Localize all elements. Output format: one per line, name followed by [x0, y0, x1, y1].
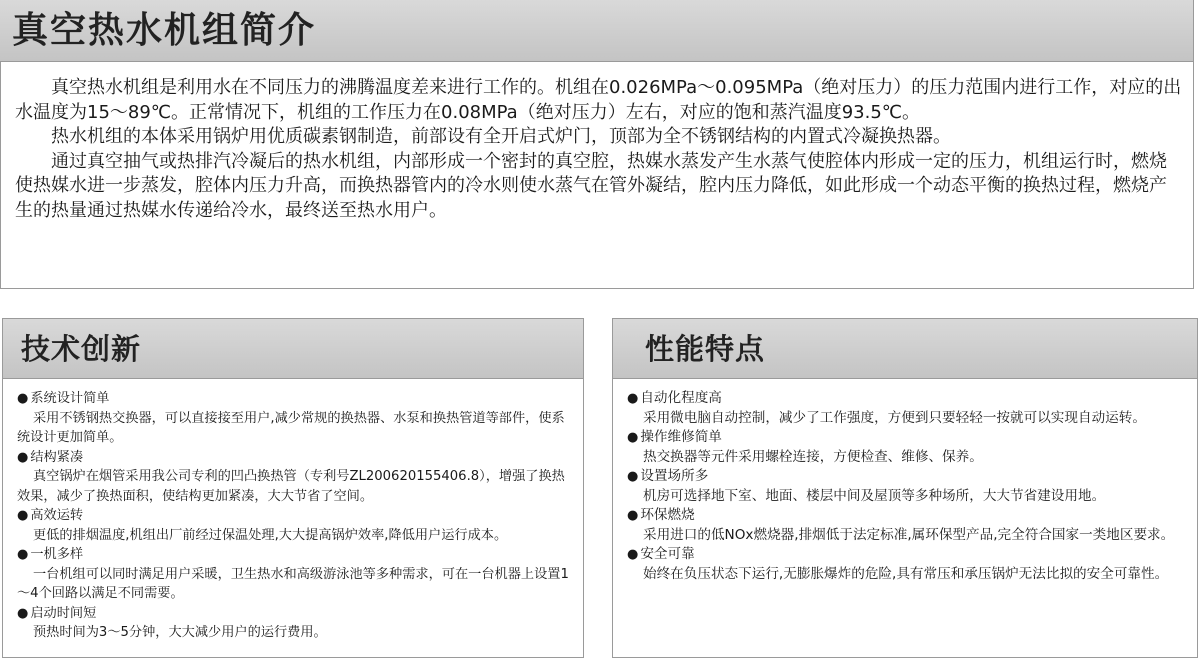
item-title: 启动时间短: [30, 605, 97, 621]
bullet-icon: ●: [17, 508, 29, 523]
item-description: 采用进口的低NOx燃烧器,排烟低于法定标准,属环保型产品,完全符合国家一类地区要求。: [643, 526, 1175, 543]
list-item: [17, 448, 573, 507]
tech-innovation-section: [2, 318, 584, 658]
list-item: [17, 545, 573, 604]
tech-innovation-list: [3, 379, 583, 657]
item-title: 设置场所多: [640, 468, 709, 484]
list-item: [627, 428, 1187, 467]
bullet-icon: ●: [627, 508, 639, 523]
bullet-icon: ●: [17, 391, 29, 406]
bullet-icon: ●: [17, 449, 29, 465]
list-item: [627, 389, 1187, 428]
bullet-icon: ●: [17, 605, 29, 621]
bullet-icon: ●: [627, 547, 639, 562]
item-title: 高效运转: [30, 508, 84, 523]
item-description: 真空锅炉在烟管采用我公司专利的凹凸换热管（专利号ZL200620155406.8），增强了换热效果，减少了换热面积，使结构更加紧凑，大大节省了空间。: [17, 469, 565, 504]
item-title: 环保燃烧: [640, 507, 695, 523]
item-title: 自动化程度高: [640, 390, 722, 406]
bullet-icon: ●: [627, 430, 639, 445]
list-item: [17, 506, 573, 545]
item-description: 始终在负压状态下运行,无膨胀爆炸的危险,具有常压和承压锅炉无法比拟的安全可靠性。: [643, 565, 1169, 582]
item-description: 预热时间为3～5分钟，大大减少用户的运行费用。: [33, 625, 327, 640]
list-item: [627, 545, 1187, 584]
item-title: 一机多样: [30, 547, 84, 562]
item-description: 机房可选择地下室、地面、楼层中间及屋顶等多种场所，大大节省建设用地。: [643, 487, 1106, 504]
list-item: [627, 467, 1187, 506]
item-title: 结构紧凑: [30, 449, 84, 465]
list-item: [627, 506, 1187, 545]
intro-title: 真空热水机组简介: [0, 0, 1194, 62]
item-description: 热交换器等元件采用螺栓连接，方便检查、维修、保养。: [643, 448, 983, 465]
bullet-icon: ●: [17, 547, 29, 562]
list-item: [17, 604, 573, 643]
tech-innovation-title: 技术创新: [3, 319, 583, 379]
intro-paragraph: 热水机组的本体采用锅炉用优质碳素钢制造，前部设有全开启式炉门，顶部为全不锈钢结构的内置式冷凝换热器。: [51, 126, 951, 147]
intro-body: [0, 62, 1194, 289]
item-title: 安全可靠: [640, 546, 695, 562]
bullet-icon: ●: [627, 391, 639, 406]
intro-paragraph: 真空热水机组是利用水在不同压力的沸腾温度差来进行工作的。机组在0.026MPa～0.095MPa（绝对压力）的压力范围内进行工作，对应的出水温度为15～89℃。正常情况下，机组的工作压力在0.08MPa（绝对压力）左右，对应的饱和蒸汽温度93.5℃。: [15, 77, 1182, 123]
item-description: 更低的排烟温度,机组出厂前经过保温处理,大大提高锅炉效率,降低用户运行成本。: [33, 527, 508, 543]
list-item: [17, 389, 573, 448]
item-title: 系统设计简单: [30, 391, 110, 406]
performance-section: [612, 318, 1198, 658]
item-description: 一台机组可以同时满足用户采暖，卫生热水和高级游泳池等多种需求，可在一台机器上设置1～4个回路以满足不同需要。: [17, 566, 569, 601]
intro-paragraph: 通过真空抽气或热排汽冷凝后的热水机组，内部形成一个密封的真空腔，热媒水蒸发产生水蒸气使腔体内形成一定的压力，机组运行时，燃烧使热媒水进一步蒸发，腔体内压力升高，而换热器管内的冷水则使水蒸气在管外凝结，腔内压力降低，如此形成一个动态平衡的换热过程，燃烧产生的热量通过热媒水传递给冷水，最终送至热水用户。: [15, 150, 1167, 221]
performance-list: [613, 379, 1197, 657]
item-title: 操作维修简单: [640, 429, 722, 445]
bullet-icon: ●: [627, 469, 639, 484]
item-description: 采用微电脑自动控制，减少了工作强度，方便到只要轻轻一按就可以实现自动运转。: [643, 409, 1146, 426]
performance-title: 性能特点: [613, 319, 1197, 379]
intro-section: [0, 0, 1194, 289]
item-description: 采用不锈钢热交换器，可以直接接至用户,减少常规的换热器、水泵和换热管道等部件，使系统设计更加简单。: [17, 410, 565, 445]
